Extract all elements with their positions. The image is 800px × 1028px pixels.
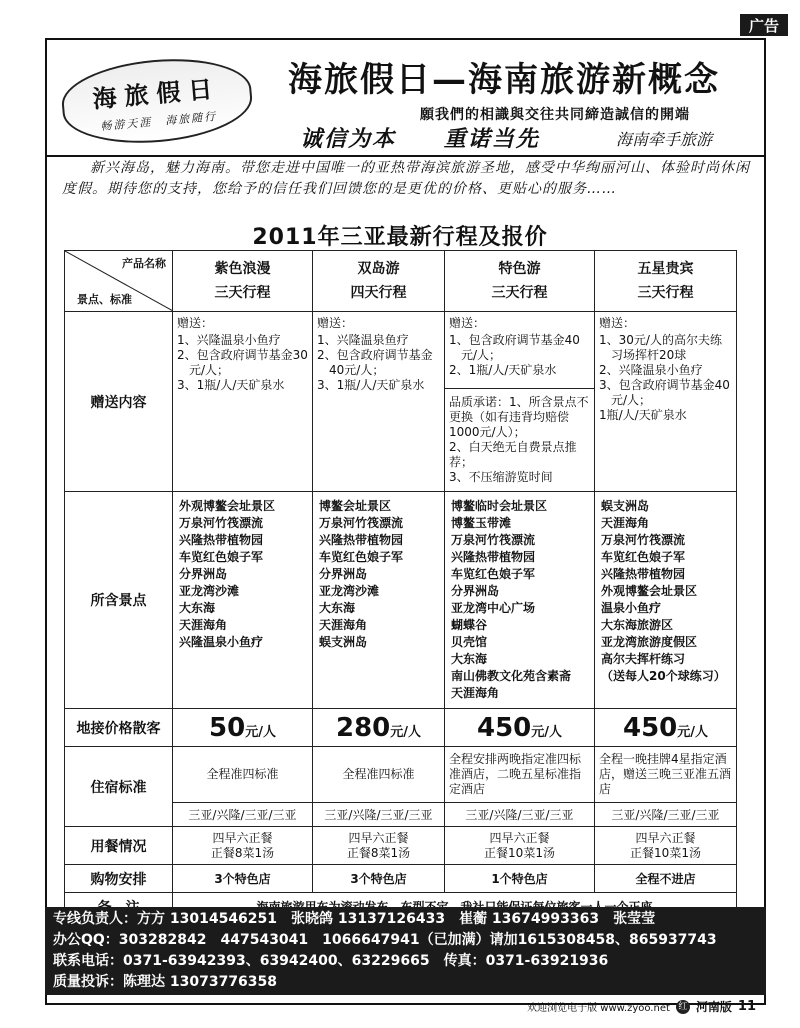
site-item: 蜈支洲岛 xyxy=(319,635,368,649)
gift-item: 2、1瓶/人/天矿泉水 xyxy=(449,363,557,377)
row-label-gift: 赠送内容 xyxy=(65,312,173,492)
contact-item: 崔蘅 13674993363 xyxy=(459,911,600,927)
sites-cell xyxy=(173,492,313,709)
price-value: 280 xyxy=(335,712,391,743)
qq-item: 办公QQ：303282842 xyxy=(53,932,207,948)
site-item: 蝴蝶谷 xyxy=(451,618,488,632)
hotel-cell: 全程准四标准 xyxy=(313,747,445,803)
row-label-sites: 所含景点 xyxy=(65,492,173,709)
site-item: 兴隆热带植物园 xyxy=(319,533,404,547)
site-item: 分界洲岛 xyxy=(179,567,228,581)
sites-cell xyxy=(595,492,737,709)
qq-item: 1066647941（已加满）请加1615308458、865937743 xyxy=(322,932,717,948)
price-unit: 元/人 xyxy=(677,724,709,740)
gift-item: 1、30元/人的高尔夫练习场挥杆20球 xyxy=(599,333,722,362)
gift-item: 3、1瓶/人/天矿泉水 xyxy=(177,378,285,392)
gift-head: 赠送： xyxy=(177,316,214,330)
complaint-item: 质量投诉：陈理达 13073776358 xyxy=(53,974,278,990)
headline: 海旅假日—海南旅游新概念 xyxy=(288,60,720,100)
site-item: 兴隆热带植物园 xyxy=(601,567,686,581)
ad-tag: 广告 xyxy=(740,14,788,36)
site-item: 大东海旅游区 xyxy=(601,618,674,632)
site-item: 万泉河竹筏漂流 xyxy=(451,533,536,547)
site-item: 博鳌玉带滩 xyxy=(451,516,512,530)
product-name: 特色游 xyxy=(498,261,541,277)
row-label-shop: 购物安排 xyxy=(65,865,173,893)
promise-item: 3、不压缩游览时间 xyxy=(449,470,553,484)
gift-item: 2、兴隆温泉小鱼疗 xyxy=(599,363,703,377)
promise-item: 2、白天绝无自费景点推荐； xyxy=(449,440,577,469)
subline: 願我們的相識與交往共同締造誠信的開端 xyxy=(420,107,690,123)
site-item: 天涯海角 xyxy=(179,618,228,632)
product-days: 三天行程 xyxy=(637,285,694,301)
row-label-price: 地接价格散客 xyxy=(65,709,173,747)
meal-plan: 四早六正餐 xyxy=(348,830,409,845)
sites-cell xyxy=(313,492,445,709)
meal-cell xyxy=(595,827,737,865)
site-item: （送每人20个球练习） xyxy=(601,669,726,683)
sites-cell xyxy=(445,492,595,709)
site-item: 亚龙湾中心广场 xyxy=(451,601,536,615)
logo-title: 海旅假日 xyxy=(91,73,222,114)
gift-item: 1、包含政府调节基金40元/人； xyxy=(449,333,580,362)
gift-cell xyxy=(313,312,445,492)
site-item: 分界洲岛 xyxy=(451,584,500,598)
site-item: 车览红色娘子军 xyxy=(179,550,264,564)
gift-cell xyxy=(173,312,313,492)
product-header xyxy=(445,251,595,312)
site-item: 亚龙湾沙滩 xyxy=(319,584,380,598)
price-cell xyxy=(445,709,595,747)
contact-item: 张晓鸽 13137126433 xyxy=(291,911,446,927)
qq-item: 447543041 xyxy=(220,932,309,948)
site-item: 大东海 xyxy=(451,652,488,666)
row-label-hotel: 住宿标准 xyxy=(65,747,173,827)
site-item: 大东海 xyxy=(179,601,216,615)
contact-footer xyxy=(45,907,766,995)
gift-item: 1瓶/人/天矿泉水 xyxy=(599,408,687,422)
meal-cell xyxy=(313,827,445,865)
footer-line xyxy=(53,909,758,930)
site-item: 分界洲岛 xyxy=(319,567,368,581)
slogan-1: 诚信为本 xyxy=(300,127,397,152)
shop-cell: 1个特色店 xyxy=(445,865,595,893)
site-item: 蜈支洲岛 xyxy=(601,499,650,513)
brand-name: 海南牵手旅游 xyxy=(616,130,713,149)
logo-tagline: 畅游天涯 海旅随行 xyxy=(99,109,218,133)
meal-plan: 四早六正餐 xyxy=(489,830,550,845)
site-item: 外观博鳌会址景区 xyxy=(601,584,698,598)
price-unit: 元/人 xyxy=(531,724,563,740)
gift-item: 1、兴隆温泉小鱼疗 xyxy=(177,333,281,347)
route-cell: 三亚/兴隆/三亚/三亚 xyxy=(445,803,595,827)
edition-label: 河南版 xyxy=(695,1000,732,1014)
price-cell xyxy=(313,709,445,747)
site-item: 高尔夫挥杆练习 xyxy=(601,652,686,666)
site-item: 亚龙湾旅游度假区 xyxy=(601,635,698,649)
price-unit: 元/人 xyxy=(245,724,276,740)
site-item: 亚龙湾沙滩 xyxy=(179,584,240,598)
price-value: 450 xyxy=(622,712,678,743)
gift-item: 3、1瓶/人/天矿泉水 xyxy=(317,378,425,392)
price-value: 50 xyxy=(209,712,246,743)
gift-block xyxy=(445,312,594,388)
slogans xyxy=(300,122,578,153)
fax-item: 传真：0371-63921936 xyxy=(443,953,609,969)
page-number: 11 xyxy=(737,999,756,1014)
product-days: 四天行程 xyxy=(350,285,407,301)
contact-item: 张莹莹 xyxy=(613,911,656,927)
site-item: 天涯海角 xyxy=(601,516,650,530)
hotel-cell: 全程一晚挂牌4星指定酒店，赠送三晚三亚准五酒店 xyxy=(595,747,737,803)
site-item: 博鳌会址景区 xyxy=(319,499,392,513)
gift-cell xyxy=(595,312,737,492)
price-cell xyxy=(173,709,313,747)
footer-line xyxy=(53,930,758,951)
site-item: 车览红色娘子军 xyxy=(319,550,404,564)
site-item: 万泉河竹筏漂流 xyxy=(319,516,404,530)
shop-cell: 3个特色店 xyxy=(313,865,445,893)
site-item: 外观博鳌会址景区 xyxy=(179,499,276,513)
intro-text: 新兴海岛，魅力海南。带您走进中国唯一的亚热带海滨旅游圣地，感受中华绚丽河山、体验时尚休闲度假。期待您的支持，您给予的信任我们回馈您的是更优的价格、更贴心的服务…… xyxy=(62,160,750,197)
meal-detail: 正餐8菜1汤 xyxy=(210,845,275,860)
shop-cell: 3个特色店 xyxy=(173,865,313,893)
site-item: 天涯海角 xyxy=(319,618,368,632)
table-corner xyxy=(65,251,173,312)
shop-cell: 全程不进店 xyxy=(595,865,737,893)
site-item: 贝壳馆 xyxy=(451,635,488,649)
gift-item: 2、包含政府调节基金30元/人； xyxy=(177,348,308,377)
promise-item: 品质承诺：1、所含景点不更换（如有违背均赔偿1000元/人）； xyxy=(449,395,589,439)
site-item: 兴隆热带植物园 xyxy=(179,533,264,547)
footer-line xyxy=(53,951,758,972)
row-label-meal: 用餐情况 xyxy=(65,827,173,865)
page-footer xyxy=(527,998,756,1015)
product-header xyxy=(595,251,737,312)
meal-plan: 四早六正餐 xyxy=(212,830,273,845)
site-item: 博鳌临时会址景区 xyxy=(451,499,548,513)
price-value: 450 xyxy=(476,712,532,743)
site-item: 温泉小鱼疗 xyxy=(601,601,662,615)
price-cell xyxy=(595,709,737,747)
site-item: 万泉河竹筏漂流 xyxy=(179,516,264,530)
itinerary-table xyxy=(64,250,737,921)
product-header xyxy=(173,251,313,312)
route-cell: 三亚/兴隆/三亚/三亚 xyxy=(173,803,313,827)
site-item: 车览红色娘子军 xyxy=(451,567,536,581)
contact-item: 专线负责人：方方 13014546251 xyxy=(53,911,278,927)
site-text: 欢迎浏览电子版 www.zyoo.net xyxy=(527,1003,670,1014)
meal-detail: 正餐8菜1汤 xyxy=(346,845,411,860)
price-unit: 元/人 xyxy=(390,724,422,740)
divider xyxy=(45,155,766,157)
gift-item: 3、包含政府调节基金40元/人； xyxy=(599,378,730,407)
hotel-cell: 全程安排两晚指定准四标准酒店，二晚五星标准指定酒店 xyxy=(445,747,595,803)
edition-icon: 红 xyxy=(676,1000,690,1014)
route-cell: 三亚/兴隆/三亚/三亚 xyxy=(313,803,445,827)
phone-item: 联系电话：0371-63942393、63942400、63229665 xyxy=(53,953,430,969)
hotel-cell: 全程准四标准 xyxy=(173,747,313,803)
gift-cell xyxy=(445,312,595,492)
footer-line xyxy=(53,972,758,993)
site-item: 车览红色娘子军 xyxy=(601,550,686,564)
slogan-2: 重诺当先 xyxy=(443,127,540,152)
gift-head: 赠送： xyxy=(317,316,354,330)
meal-cell xyxy=(173,827,313,865)
meal-detail: 正餐10菜1汤 xyxy=(630,845,701,860)
meal-cell xyxy=(445,827,595,865)
product-name: 五星贵宾 xyxy=(637,261,694,277)
meal-detail: 正餐10菜1汤 xyxy=(484,845,555,860)
site-item: 兴隆热带植物园 xyxy=(451,550,536,564)
gift-head: 赠送： xyxy=(599,316,636,330)
site-item: 大东海 xyxy=(319,601,356,615)
corner-top-label: 产品名称 xyxy=(122,257,166,270)
product-days: 三天行程 xyxy=(491,285,548,301)
site-item: 万泉河竹筏漂流 xyxy=(601,533,686,547)
gift-item: 1、兴隆温泉鱼疗 xyxy=(317,333,409,347)
corner-bottom-label: 景点、标准 xyxy=(77,293,132,306)
quality-promise xyxy=(445,388,594,491)
meal-plan: 四早六正餐 xyxy=(635,830,696,845)
site-item: 南山佛教文化苑含素斋 xyxy=(451,669,572,683)
site-item: 天涯海角 xyxy=(451,686,500,700)
site-item: 兴隆温泉小鱼疗 xyxy=(179,635,264,649)
product-header xyxy=(313,251,445,312)
product-name: 双岛游 xyxy=(357,261,400,277)
product-name: 紫色浪漫 xyxy=(214,261,271,277)
gift-head: 赠送： xyxy=(449,316,486,330)
route-cell: 三亚/兴隆/三亚/三亚 xyxy=(595,803,737,827)
gift-item: 2、包含政府调节基金40元/人； xyxy=(317,348,433,377)
product-days: 三天行程 xyxy=(214,285,271,301)
page-title: 2011年三亚最新行程及报价 xyxy=(252,225,548,250)
